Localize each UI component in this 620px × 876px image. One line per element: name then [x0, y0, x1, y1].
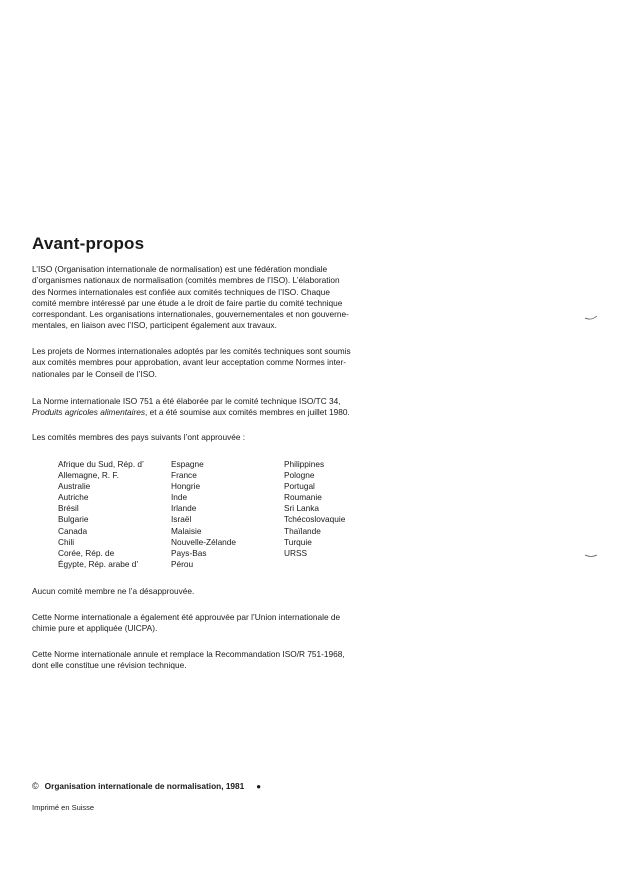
text-line: aux comités membres pour approbation, avant leur acceptation comme Normes inter-: [32, 357, 347, 368]
country-item: Afrique du Sud, Rép. d’: [58, 459, 144, 469]
copyright-icon: ©: [32, 781, 39, 791]
paragraph-replacement-note: [32, 649, 378, 672]
country-item: Malaisie: [171, 525, 202, 536]
country-item: Nouvelle-Zélande: [171, 536, 237, 547]
text-line: La Norme internationale ISO 751 a été élaborée par le comité technique ISO/TC 34,: [32, 396, 341, 406]
margin-mark-icon: [584, 553, 598, 559]
country-item: Thaïlande: [284, 525, 321, 536]
page-title: Avant-propos: [32, 234, 145, 253]
paragraph-approvers-intro: Les comités membres des pays suivants l’ont approuvée :: [32, 432, 246, 442]
margin-mark-icon: [584, 315, 598, 321]
text-line: comité membre intéressé par une étude a le droit de faire partie du comité technique: [32, 297, 343, 308]
country-item: Israël: [171, 514, 192, 525]
country-item: Brésil: [58, 503, 79, 514]
country-item: Pologne: [284, 470, 315, 481]
country-item: France: [171, 470, 197, 481]
country-item: Égypte, Rép. arabe d’: [58, 558, 139, 569]
paragraph-iupac-approval: [32, 612, 378, 635]
paragraph-standard-origin: [32, 396, 378, 419]
country-item: Hongrie: [171, 481, 201, 492]
text-line: Cette Norme internationale a également été approuvée par l’Union internationale de: [32, 612, 341, 622]
country-item: Irlande: [171, 503, 197, 514]
text-line: correspondant. Les organisations internationales, gouvernementales et non gouverne-: [32, 309, 349, 320]
country-item: Portugal: [284, 481, 315, 492]
country-item: Bulgarie: [58, 514, 89, 525]
printed-location: Imprimé en Suisse: [32, 803, 95, 812]
text-line: d’organismes nationaux de normalisation (comités membres de l’ISO). L’élaboration: [32, 275, 340, 286]
country-item: URSS: [284, 547, 308, 558]
text-line: mentales, en liaison avec l’ISO, participent également aux travaux.: [32, 320, 277, 331]
paragraph-iso-intro: [32, 264, 378, 332]
country-item: Turquie: [284, 536, 312, 547]
country-item: Philippines: [284, 459, 325, 469]
country-item: Roumanie: [284, 492, 322, 503]
country-item: Pays-Bas: [171, 547, 207, 558]
country-item: Pérou: [171, 558, 194, 569]
country-item: Tchécoslovaquie: [284, 514, 346, 525]
country-column-2: [171, 459, 236, 570]
text-line: Les projets de Normes internationales adoptés par les comités techniques sont soumis: [32, 346, 351, 356]
copyright-footer: [32, 781, 261, 791]
bullet-icon: ●: [256, 781, 262, 791]
text-line: dont elle constitue une révision technique.: [32, 660, 187, 671]
committee-title: Produits agricoles alimentaires: [32, 407, 145, 418]
paragraph-no-disapproval: Aucun comité membre ne l’a désapprouvée.: [32, 586, 195, 596]
country-column-1: [58, 459, 144, 570]
text-line: [32, 407, 378, 418]
country-item: Australie: [58, 481, 91, 492]
text-line: nationales par le Conseil de l’ISO.: [32, 368, 157, 379]
country-item: Chili: [58, 536, 75, 547]
country-column-3: [284, 459, 345, 559]
text-line: chimie pure et appliquée (UICPA).: [32, 623, 158, 634]
text-line: L’ISO (Organisation internationale de normalisation) est une fédération mondiale: [32, 264, 328, 274]
country-item: Inde: [171, 492, 188, 503]
text-line: Cette Norme internationale annule et remplace la Recommandation ISO/R 751-1968,: [32, 649, 345, 659]
country-item: Sri Lanka: [284, 503, 320, 514]
country-item: Autriche: [58, 492, 89, 503]
country-item: Canada: [58, 525, 88, 536]
copyright-text: Organisation internationale de normalisation, 1981: [44, 781, 245, 791]
text-line: des Normes internationales est confiée aux comités techniques de l’ISO. Chaque: [32, 286, 330, 297]
country-item: Corée, Rép. de: [58, 547, 115, 558]
paragraph-draft-approval: [32, 346, 378, 380]
text-fragment: , et a été soumise aux comités membres en juillet 1980.: [144, 407, 350, 418]
country-item: Espagne: [171, 459, 204, 469]
country-item: Allemagne, R. F.: [58, 470, 119, 481]
